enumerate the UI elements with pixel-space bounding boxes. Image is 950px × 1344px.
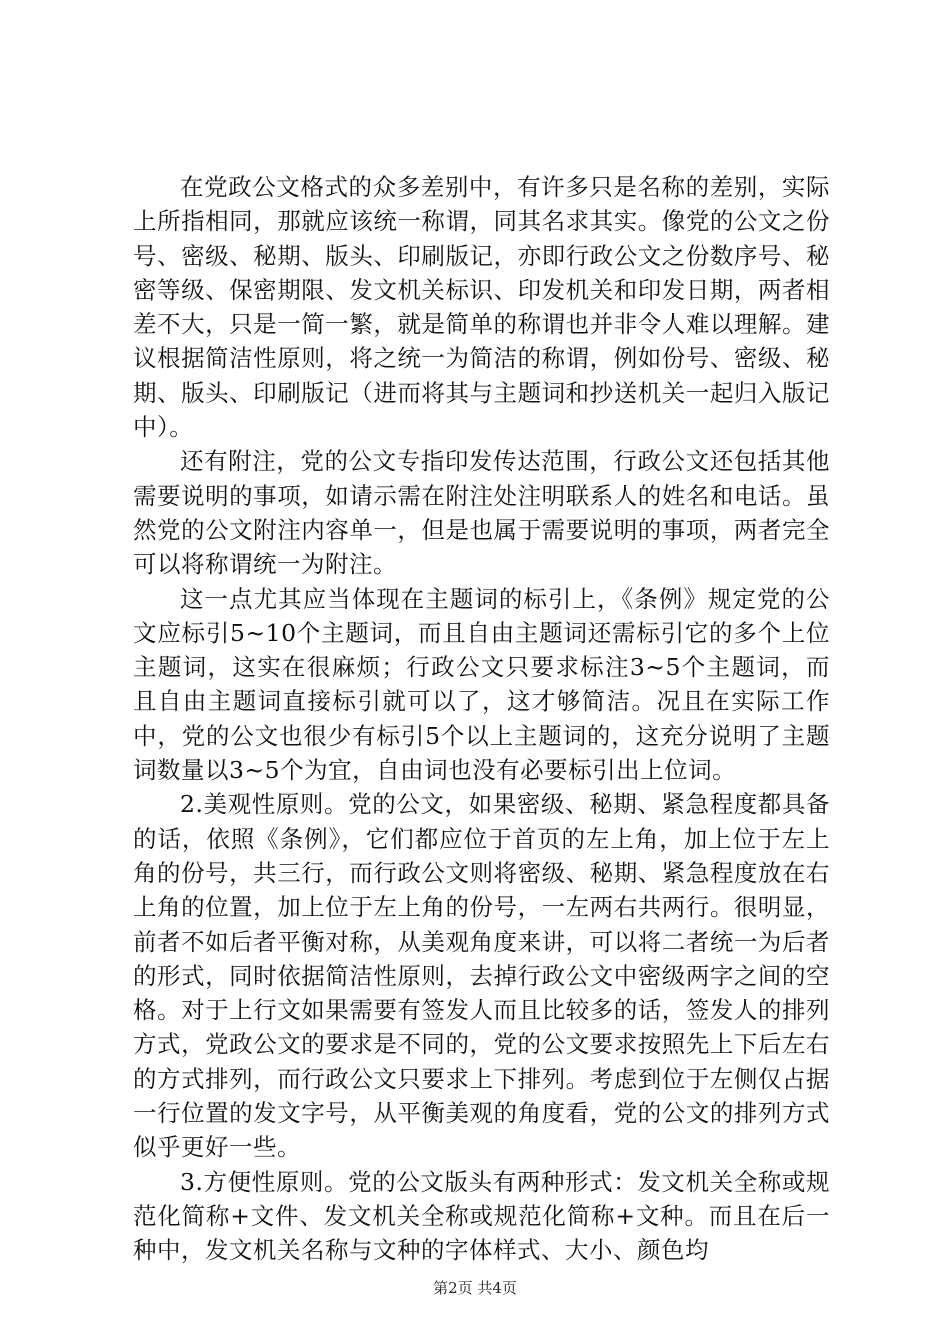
paragraph-subject-words: 这一点尤其应当体现在主题词的标引上，《条例》规定党的公文应标引5~10个主题词，而且自由主题词还需标引它的多个上位主题词，这实在很麻烦；行政公文只要求标注3~5个主题词，而且自由主题词直接标引就可以了，这才够简洁。况且在实际工作中，党的公文也很少有标引5个以上主题词的，这充分说明了主题词数量以3~5个为宜，自由词也没有必要标引出上位词。 (133, 584, 830, 785)
paragraph-aesthetic-principle: 2.美观性原则。党的公文，如果密级、秘期、紧急程度都具备的话，依照《条例》，它们都应位于首页的左上角，加上位于左上角的份号，共三行，而行政公文则将密级、秘期、紧急程度放在右上角的位置，加上位于左上角的份号，一左两右共两行。很明显，前者不如后者平衡对称，从美观角度来讲，可以将二者统一为后者的形式，同时依据简洁性原则，去掉行政公文中密级两字之间的空格。对于上行文如果需要有签发人而且比较多的话，签发人的排列方式，党政公文的要求是不同的，党的公文要求按照先上下后左右的方式排列，而行政公文只要求上下排列。考虑到位于左侧仅占据一行位置的发文字号，从平衡美观的角度看，党的公文的排列方式似乎更好一些。 (133, 790, 830, 1162)
document-body (133, 170, 830, 1268)
paragraph-naming-differences: 在党政公文格式的众多差别中，有许多只是名称的差别，实际上所指相同，那就应该统一称谓，同其名求其实。像党的公文之份号、密级、秘期、版头、印刷版记，亦即行政公文之份数序号、秘密等级、保密期限、发文机关标识、印发机关和印发日期，两者相差不大，只是一简一繁，就是简单的称谓也并非令人难以理解。建议根据简洁性原则，将之统一为简洁的称谓，例如份号、密级、秘期、版头、印刷版记（进而将其与主题词和抄送机关一起归入版记中）。 (133, 173, 830, 442)
paragraph-convenience-principle: 3.方便性原则。党的公文版头有两种形式：发文机关全称或规范化简称+文件、发文机关全称或规范化简称+文种。而且在后一种中，发文机关名称与文种的字体样式、大小、颜色均 (133, 1167, 830, 1265)
paragraph-annotation: 还有附注，党的公文专指印发传达范围，行政公文还包括其他需要说明的事项，如请示需在附注处注明联系人的姓名和电话。虽然党的公文附注内容单一，但是也属于需要说明的事项，两者完全可以将称谓统一为附注。 (133, 447, 830, 579)
page-number-footer: 第2页 共4页 (433, 1279, 517, 1297)
